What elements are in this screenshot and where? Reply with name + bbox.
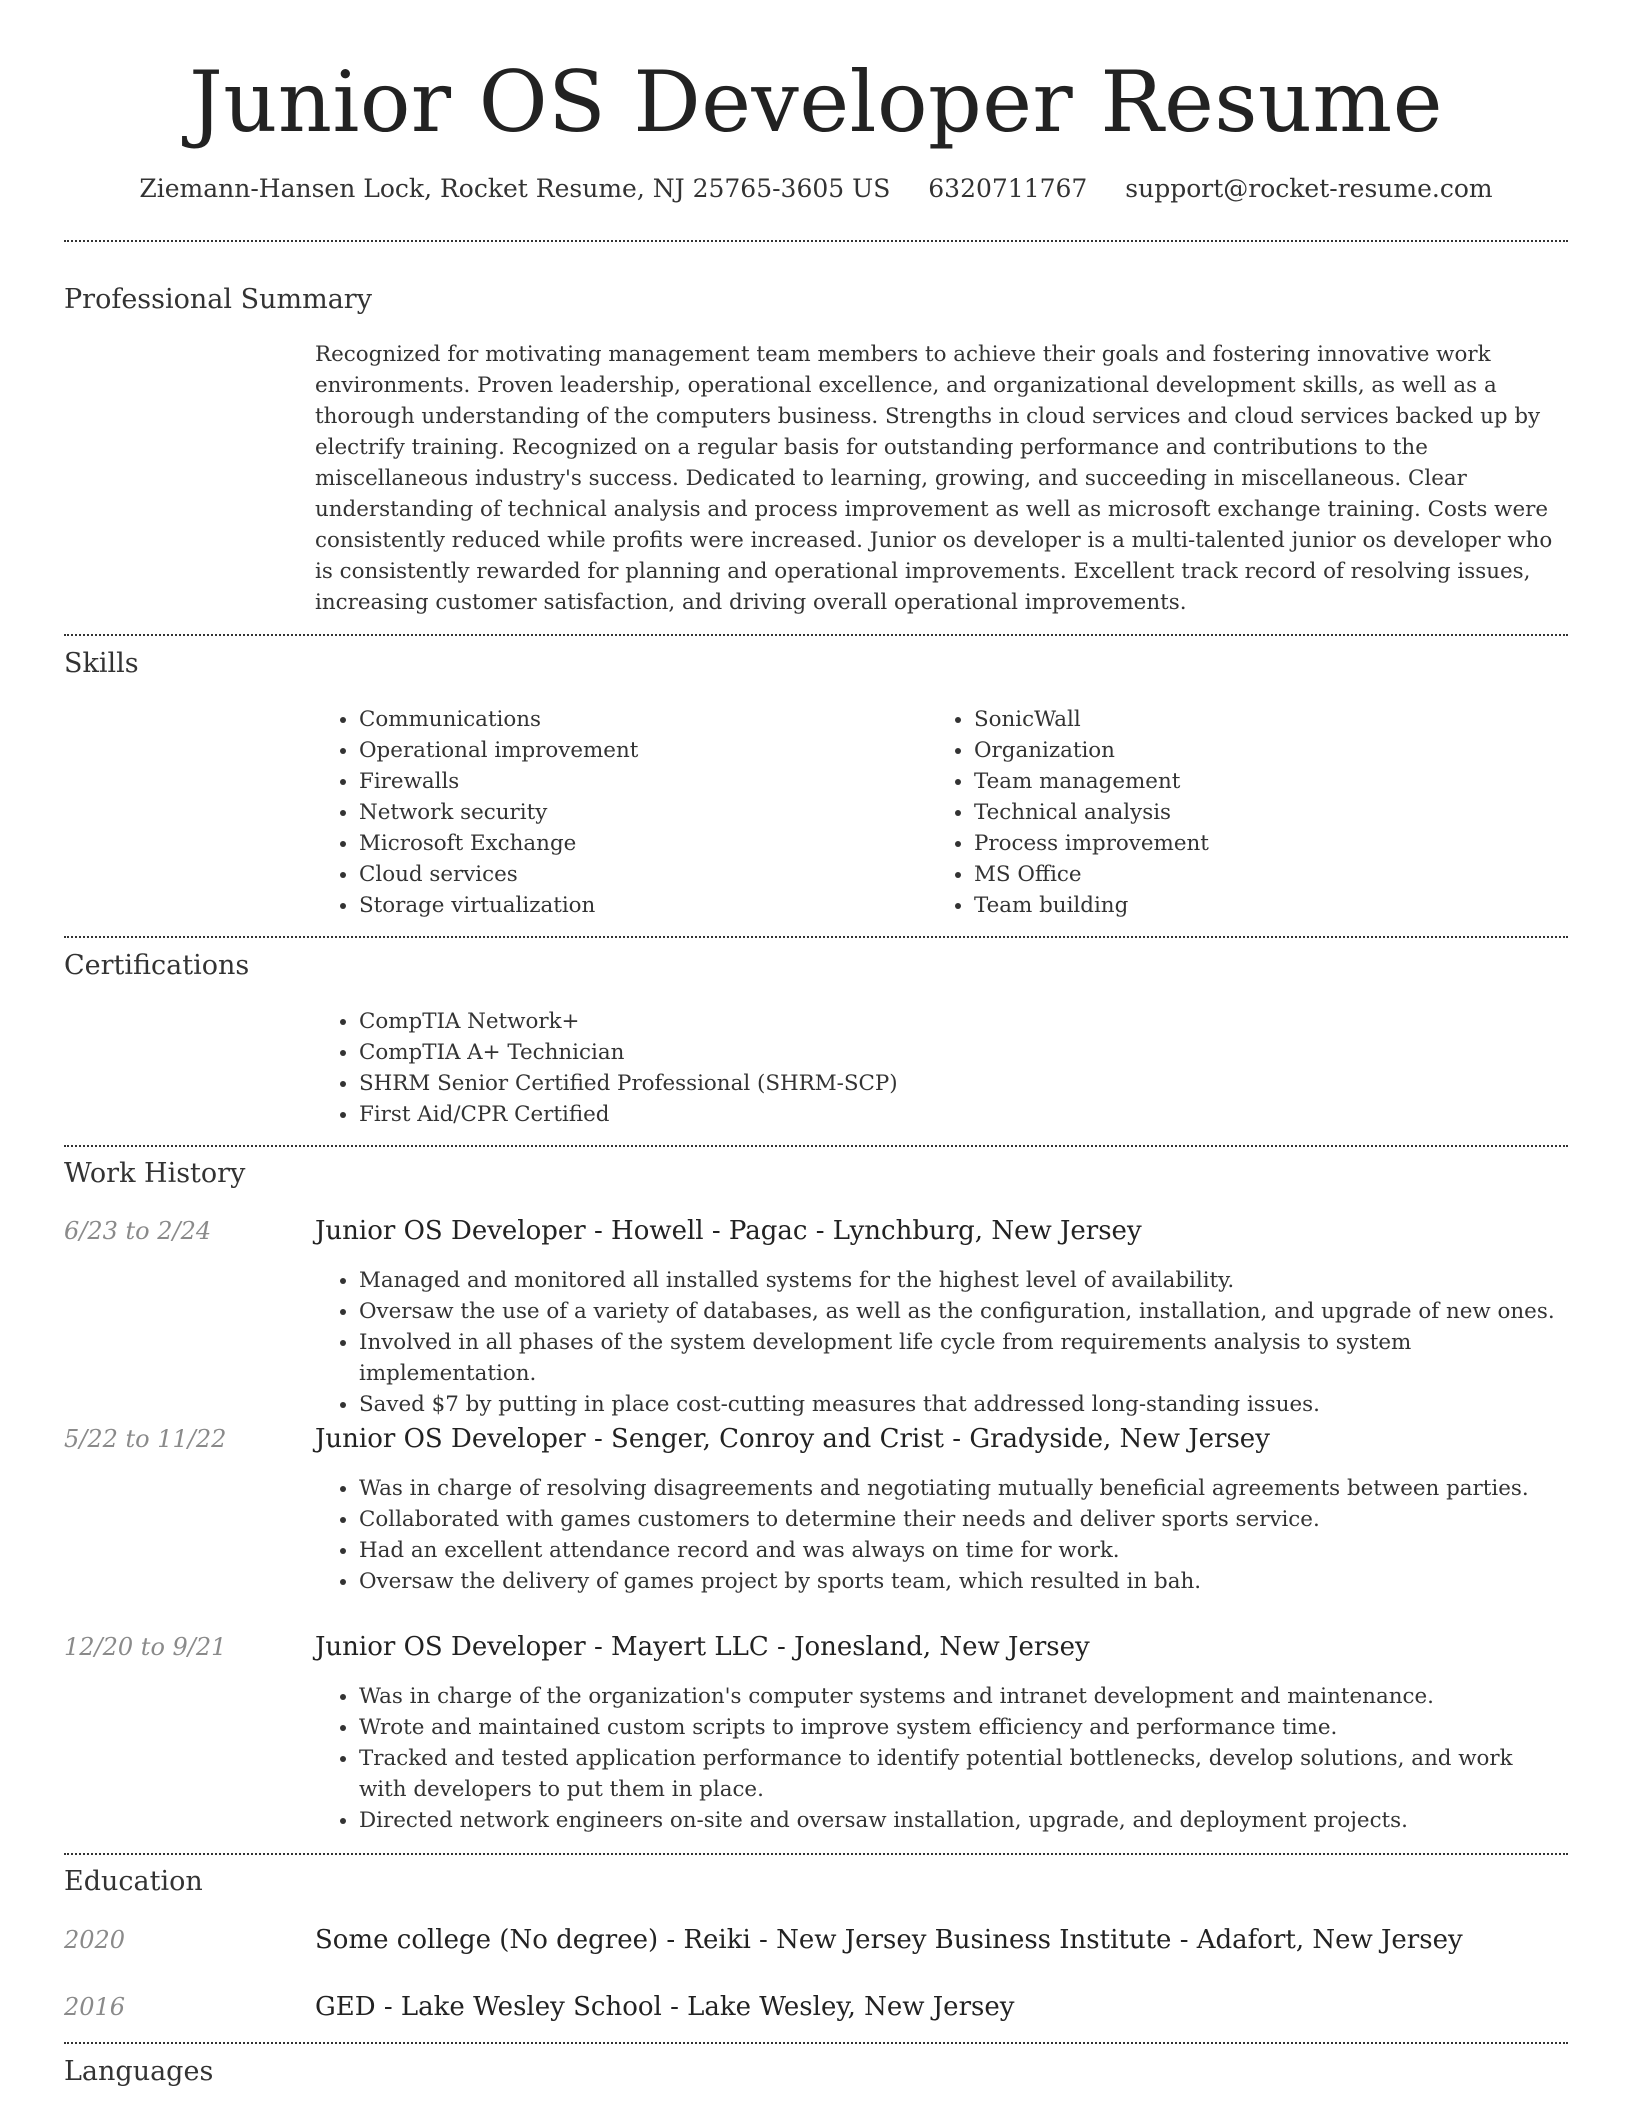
- job-bullet-list: [315, 1473, 1565, 1597]
- resume-title: Junior OS Developer Resume: [189, 53, 1443, 151]
- contact-email: support@rocket-resume.com: [1125, 174, 1493, 203]
- certification-item: • CompTIA A+ Technician: [359, 1037, 1565, 1068]
- skill-item: • Cloud services: [359, 859, 915, 890]
- job-bullet: • Tracked and tested application performance to identify potential bottlenecks, develop solutions, and work with developers to put them in place.: [359, 1743, 1565, 1805]
- skills-right-list: [930, 704, 1530, 921]
- skill-item: • Team management: [974, 766, 1530, 797]
- skill-item: • Team building: [974, 890, 1530, 921]
- skill-item: • Storage virtualization: [359, 890, 915, 921]
- skill-item: • SonicWall: [974, 704, 1530, 735]
- education-heading: Education: [64, 1866, 203, 1897]
- education-entry: GED - Lake Wesley School - Lake Wesley, New Jersey: [315, 1992, 1015, 2022]
- skill-item: • Organization: [974, 735, 1530, 766]
- contact-line: [0, 172, 1632, 206]
- education-entry: Some college (No degree) - Reiki - New Jersey Business Institute - Adafort, New Jersey: [315, 1925, 1463, 1955]
- summary-section: [315, 339, 1565, 618]
- skills-left-list: [315, 704, 915, 921]
- skills-heading: Skills: [64, 648, 139, 679]
- job-responsibilities: [315, 1265, 1565, 1420]
- job-responsibilities: [315, 1681, 1565, 1836]
- job-dates: 12/20 to 9/21: [64, 1633, 227, 1661]
- job-bullet: • Had an excellent attendance record and was always on time for work.: [359, 1535, 1565, 1566]
- education-year: 2016: [64, 1993, 126, 2021]
- section-divider: [64, 634, 1568, 636]
- skill-item: • Microsoft Exchange: [359, 828, 915, 859]
- section-divider: [64, 936, 1568, 938]
- work-history-heading: Work History: [64, 1158, 246, 1189]
- job-dates: 6/23 to 2/24: [64, 1217, 212, 1245]
- skill-item: • Operational improvement: [359, 735, 915, 766]
- certification-item: • CompTIA Network+: [359, 1006, 1565, 1037]
- job-bullet-list: [315, 1265, 1565, 1420]
- job-bullet: • Wrote and maintained custom scripts to improve system efficiency and performance time.: [359, 1712, 1565, 1743]
- job-bullet: • Directed network engineers on-site and oversaw installation, upgrade, and deployment projects.: [359, 1805, 1565, 1836]
- job-bullet: • Collaborated with games customers to determine their needs and deliver sports service.: [359, 1504, 1565, 1535]
- languages-heading: Languages: [64, 2056, 214, 2087]
- certifications-list: [315, 1006, 1565, 1130]
- job-responsibilities: [315, 1473, 1565, 1597]
- job-bullet: • Was in charge of the organization's computer systems and intranet development and maintenance.: [359, 1681, 1565, 1712]
- skills-left-column: [315, 704, 915, 921]
- summary-text: Recognized for motivating management team members to achieve their goals and fostering innovative work environments. Proven leadership, operational excellence, and organizational development skills, as well as a thorough understanding of the computers business. Strengths in cloud services and cloud services backed up by electrify training. Recognized on a regular basis for outstanding performance and contributions to the miscellaneous industry's success. Dedicated to learning, growing, and succeeding in miscellaneous. Clear understanding of technical analysis and process improvement as well as microsoft exchange training. Costs were consistently reduced while profits were increased. Junior os developer is a multi-talented junior os developer who is consistently rewarded for planning and operational improvements. Excellent track record of resolving issues, increasing customer satisfaction, and driving overall operational improvements.: [315, 342, 1553, 615]
- job-bullet: • Was in charge of resolving disagreements and negotiating mutually beneficial agreements between parties.: [359, 1473, 1565, 1504]
- contact-address: Ziemann-Hansen Lock, Rocket Resume, NJ 25765-3605 US: [139, 174, 891, 203]
- skill-item: • Communications: [359, 704, 915, 735]
- skill-item: • Process improvement: [974, 828, 1530, 859]
- skill-item: • Firewalls: [359, 766, 915, 797]
- certifications-heading: Certifications: [64, 950, 250, 981]
- education-year: 2020: [64, 1926, 126, 1954]
- job-bullet: • Saved $7 by putting in place cost-cutting measures that addressed long-standing issues.: [359, 1389, 1565, 1420]
- section-divider: [64, 2042, 1568, 2044]
- certification-item: • First Aid/CPR Certified: [359, 1099, 1565, 1130]
- section-divider: [64, 1853, 1568, 1855]
- job-bullet: • Managed and monitored all installed systems for the highest level of availability.: [359, 1265, 1565, 1296]
- job-bullet: • Oversaw the use of a variety of databases, as well as the configuration, installation, and upgrade of new ones.: [359, 1296, 1565, 1327]
- section-divider: [64, 240, 1568, 242]
- contact-phone: 6320711767: [928, 174, 1088, 203]
- section-divider: [64, 1145, 1568, 1147]
- job-bullet: • Oversaw the delivery of games project by sports team, which resulted in bah.: [359, 1566, 1565, 1597]
- skill-item: • Technical analysis: [974, 797, 1530, 828]
- job-bullet: • Involved in all phases of the system development life cycle from requirements analysis to system implementation.: [359, 1327, 1565, 1389]
- skills-right-column: [930, 704, 1530, 921]
- skill-item: • MS Office: [974, 859, 1530, 890]
- job-title: Junior OS Developer - Mayert LLC - Jonesland, New Jersey: [315, 1632, 1090, 1662]
- job-dates: 5/22 to 11/22: [64, 1425, 227, 1453]
- skill-item: • Network security: [359, 797, 915, 828]
- job-title: Junior OS Developer - Howell - Pagac - Lynchburg, New Jersey: [315, 1216, 1142, 1246]
- certifications-section: [315, 1006, 1565, 1130]
- job-title: Junior OS Developer - Senger, Conroy and Crist - Gradyside, New Jersey: [315, 1424, 1270, 1454]
- summary-heading: Professional Summary: [64, 284, 372, 315]
- job-bullet-list: [315, 1681, 1565, 1836]
- certification-item: • SHRM Senior Certified Professional (SHRM-SCP): [359, 1068, 1565, 1099]
